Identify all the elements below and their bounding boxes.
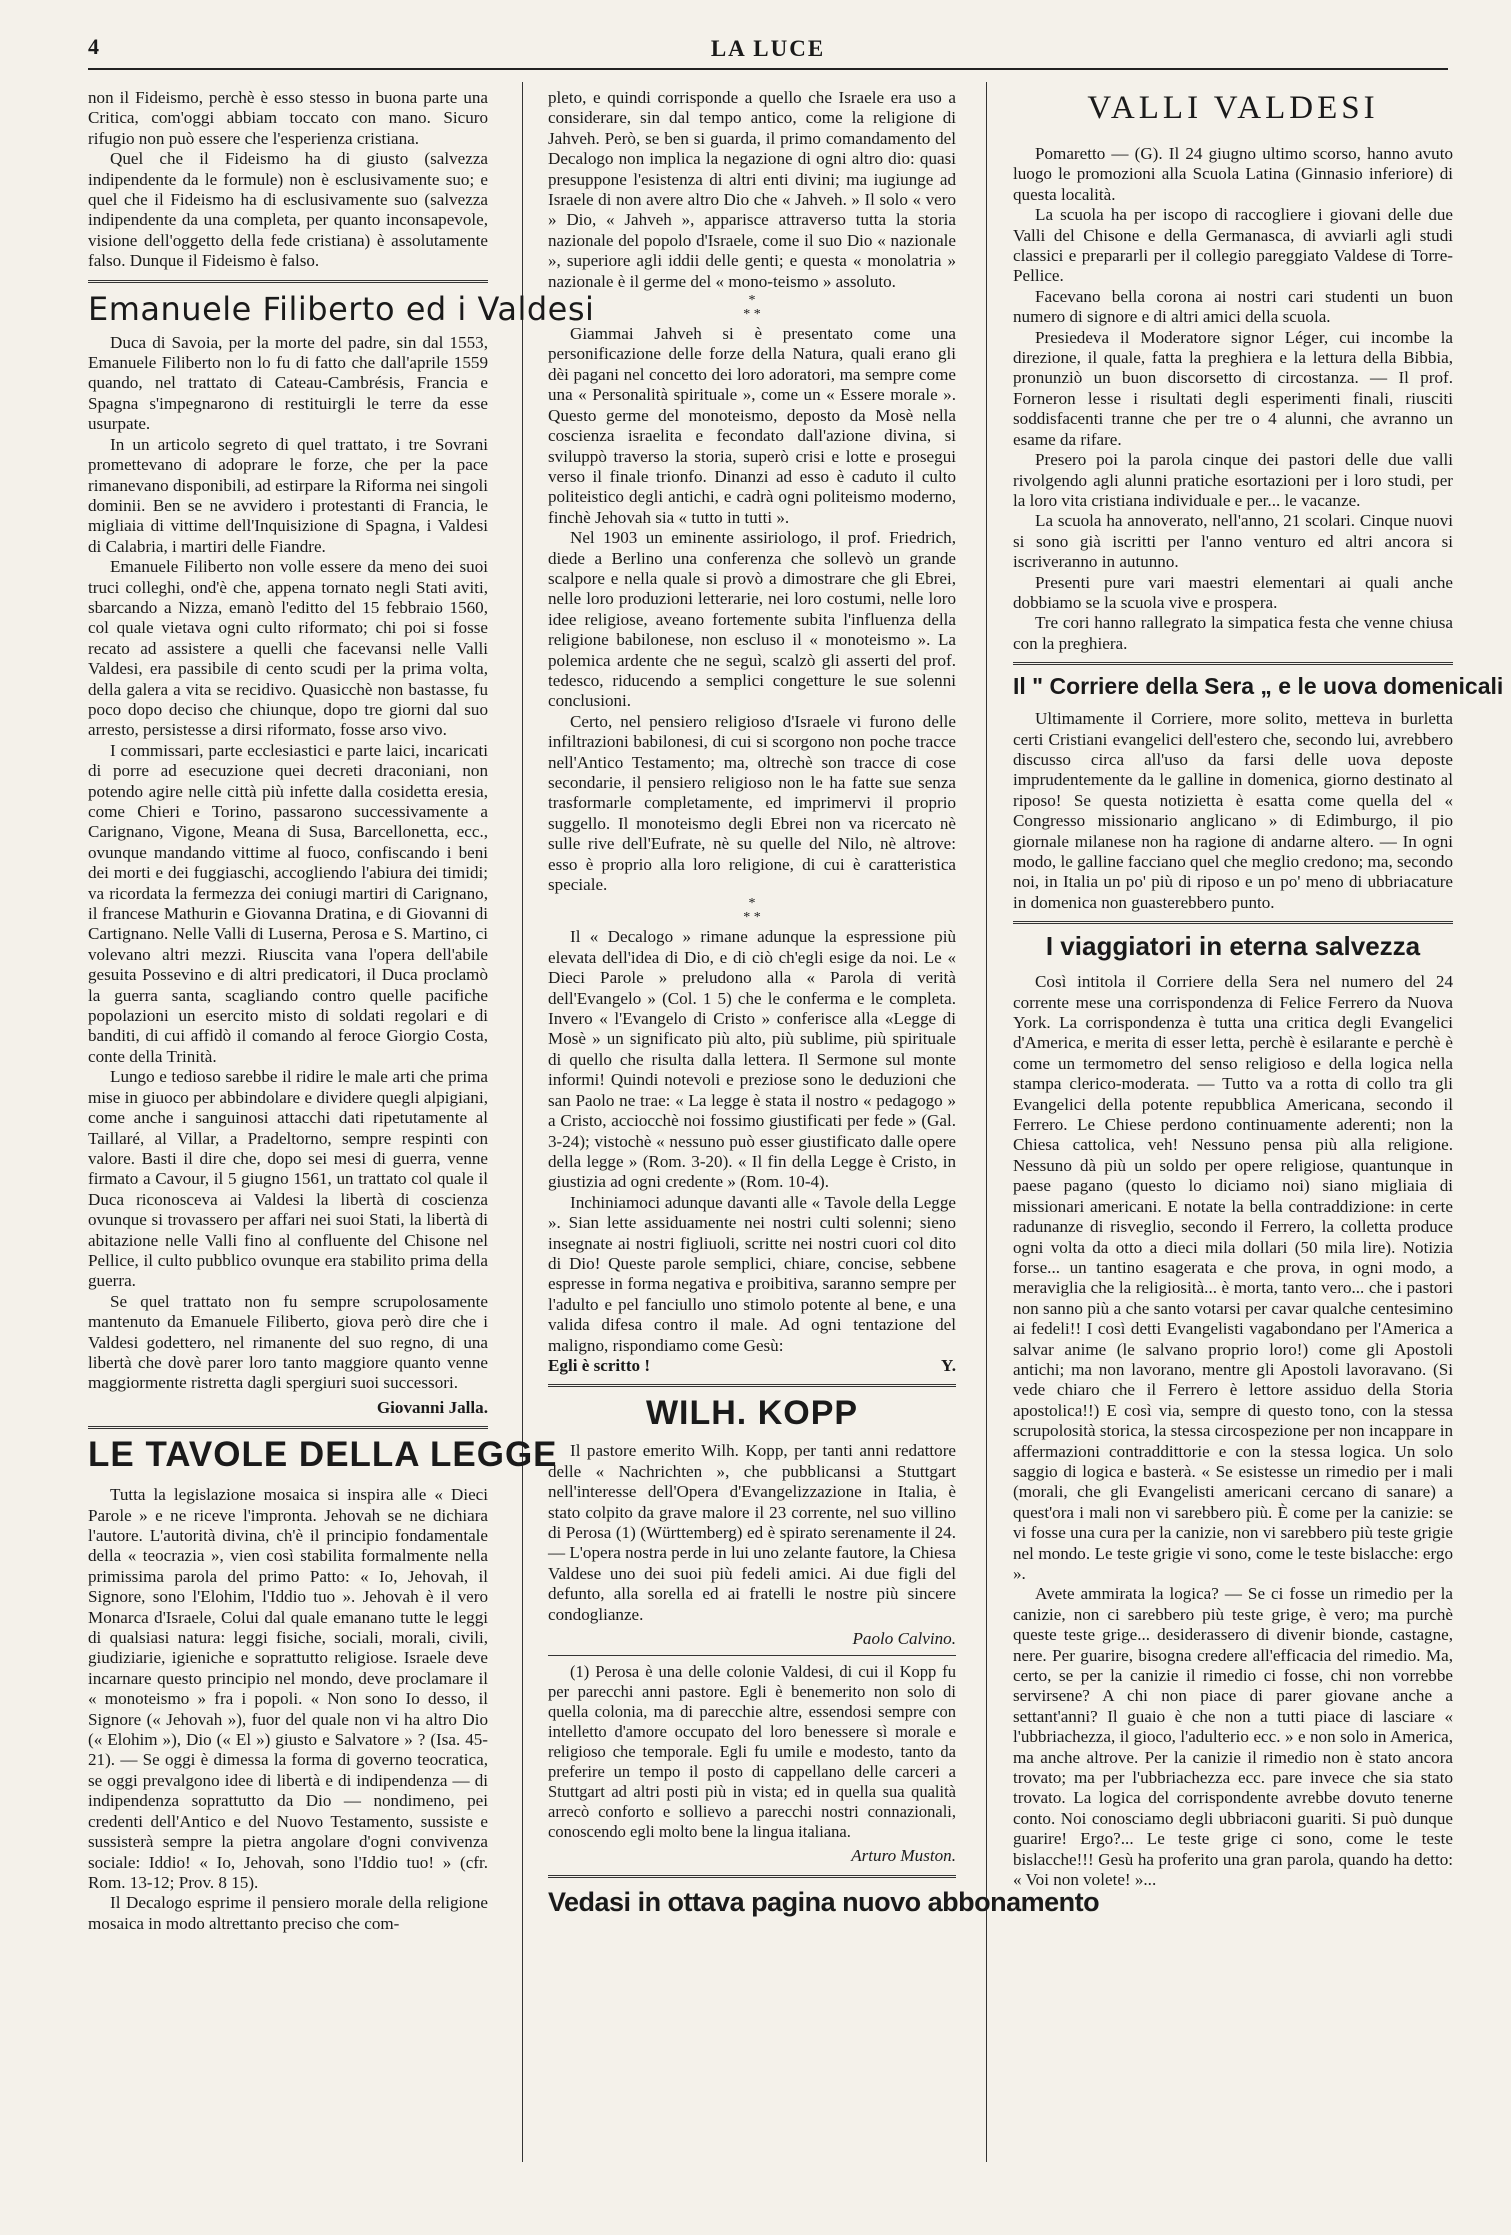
kopp-article <box>548 1441 956 1866</box>
article-divider <box>88 1426 488 1429</box>
article-divider <box>548 1875 956 1878</box>
footnote: (1) Perosa è una delle colonie Valdesi, di cui il Kopp fu per parecchi anni pastore. Egli è benemerito non solo di quella colonia, ma di parecchie altre, essendosi sempre con intelletto d'amore occupato del loro benessere sì morale e religioso che temporale. Egli fu umile e modesto, tanto da preferire un tempo il posto di cappellano delle carceri a Stuttgart ad altri posti più in vista; ed in quella sua qualità arrecò conforto e sollievo a parecchi nostri connazionali, conoscendo egli molto bene la lingua italiana. <box>548 1662 956 1842</box>
column-1 <box>88 88 595 1934</box>
article-divider <box>1013 921 1453 924</box>
paragraph: La scuola ha annoverato, nell'anno, 21 scolari. Cinque nuovi si sono già iscritti per l'anno venturo ed altri ancora si iscriveranno in autunno. <box>1013 511 1453 572</box>
paragraph: Presero poi la parola cinque dei pastori delle due valli rivolgendo agli alunni pratiche esortazioni per i loro studi, per la loro vita cristiana individuale e per... le vacanze. <box>1013 450 1453 510</box>
closing-line <box>548 1356 956 1376</box>
headline-corriere-uova: Il " Corriere della Sera „ e le uova domenicali <box>1013 673 1504 700</box>
section-separator: * * * <box>743 896 761 926</box>
headline-emanuele-filiberto: Emanuele Filiberto ed i Valdesi <box>88 289 595 328</box>
headline-kopp: WILH. KOPP <box>645 1394 859 1433</box>
paragraph: Pomaretto — (G). Il 24 giugno ultimo scorso, hanno avuto luogo le promozioni alla Scuola Latina (Ginnasio inferiore) di questa località. <box>1013 144 1453 204</box>
footnote-rule <box>548 1655 956 1656</box>
author-signature: Giovanni Jalla. <box>376 1397 488 1417</box>
paragraph: non il Fideismo, perchè è esso stesso in buona parte una Critica, com'oggi abbiam toccato con mano. Sicuro rifugio non può essere che l'esperienza cristiana. <box>88 88 488 148</box>
paragraph: pleto, e quindi corrisponde a quello che Israele era uso a considerare, sin dal tempo antico, come la religione di Jahveh. Però, se ben si guarda, il primo comandamento del Decalogo non implica la negazione di ogni altro dio: quasi presuppone l'esistenza di altri enti divini; ma iugiunge ad Israele di non avere altro Dio che « Jahveh. » Il solo « vero » Dio, « Jahveh », apparisce attraverso tutta la storia nazionale del popolo d'Israele, come il suo Dio « nazionale », superiore agli iddii delle genti; e questa « monolatria » nazionale è il germe del « mono-teismo » assoluto. <box>548 88 956 291</box>
tavole-article <box>88 1485 488 1934</box>
article-divider <box>548 1384 956 1387</box>
paragraph: Il pastore emerito Wilh. Kopp, per tanti anni redattore delle « Nachrichten », che pubblicansi a Stuttgart nell'interesse dell'Opera d'Evangelizzazione in Italia, è stato colpito da grave malore il 23 corrente, nel suo villino di Perosa (1) (Württemberg) ed è spirato serenamente il 24. — L'opera nostra perde in lui uno zelante fautore, la Chiesa Valdese uno dei suoi più fedeli amici. Ai due figli del defunto, alla sorella ed ai fratelli le nostre più sincere condoglianze. <box>548 1441 956 1624</box>
paragraph: Il « Decalogo » rimane adunque la espressione più elevata dell'idea di Dio, e di ciò ch'egli esige da noi. Le « Dieci Parole » preludono alla « Parola di verità dell'Evangelo » (Col. 1 5) che le conferma e le completa. Invero « l'Evangelo di Cristo » conferisce alla «Legge di Mosè » un significato più alto, più sublime, più spirituale di quello che risulta dalla lettera. Il Sermone sul monte informi! Quindi notevoli e preziose sono le deduzioni che san Paolo ne trae: « La legge è stata il nostro « pedagogo » a Cristo, acciocchè noi fossimo giustificati per fede » (Gal. 3-24); vistochè « nessuno può esser giustificato dalle opere della legge » (Rom. 3-20). « Il fin della Legge è Cristo, in giustizia ad ogni credente » (Rom. 10-4). <box>548 927 956 1192</box>
paragraph: I commissari, parte ecclesiastici e parte laici, incaricati di porre ad esecuzione quei decreti draconiani, non potendo agire nelle città più infette dalla cosidetta eresia, come Chieri e Torino, passarono successivamente a Carignano, Vigone, Meana di Susa, Barcellonetta, ecc., ovunque mandando vittime al fuoco, confiscando i beni dei morti e dei fuggiaschi, accogliendo l'abiura dei timidi; va ricordata la fermezza dei coniugi martiri di Carignano, il francese Mathurin e Giovanna Dratina, e di Giovanni di Cartignano. Nelle Valli di Luserna, Perosa e S. Martino, ci volevano altri mezzi. Riuscita vana l'opera dell'abile gesuita Possevino e di altri predicatori, il Duca proclamò la guerra santa, scagliando contro quelle pacifiche popolazioni un esercito misto di soldati regolari e di banditi, di cui affidò il comando al feroce Giorgio Costa, conte della Trinità. <box>88 740 488 1066</box>
column-divider-1 <box>522 82 523 2162</box>
fideismo-article <box>88 88 488 272</box>
paragraph: Quel che il Fideismo ha di giusto (salvezza indipendente da le formule) non è esclusivamente suo; e quel che il Fideismo ha di esclusivamente suo (salvezza indipendente da una completa, per quanto inconsapevole, visione dell'oggetto della fede cristiana) è assolutamente falso. Dunque il Fideismo è falso. <box>88 149 488 271</box>
paragraph: Se quel trattato non fu sempre scrupolosamente mantenuto da Emanuele Filiberto, giova però dire che i Valdesi godettero, nel rimanente del suo regno, di una libertà che dovè parer loro tanto maggiore quanto venne maggiormente ristretta dagli spergiuri suoi successori. <box>88 1291 488 1393</box>
valli-article <box>1013 144 1453 654</box>
header-rule <box>88 68 1448 70</box>
column-2 <box>548 88 1100 1920</box>
paragraph: Giammai Jahveh si è presentato come una personificazione delle forze della Natura, quali erano gli dèi pagani nel concetto dei loro adoratori, ma sempre come una « Personalità spirituale », come un « Essere morale ». Questo germe del monoteismo, deposto da Mosè nella coscienza israelita e fecondato dall'azione divina, si sviluppò traverso la storia, superò crisi e lotte e prosegui verso il finale trionfo. Dinanzi ad esso è caduto il culto politeistico degli antichi, e cadrà ogni politeismo moderno, finchè Jehovah sia « tutto in tutti ». <box>548 324 956 527</box>
paragraph: Nel 1903 un eminente assiriologo, il prof. Friedrich, diede a Berlino una conferenza che sollevò un grande scalpore e nella quale si provò a dimostrare che gli Ebrei, nelle loro produzioni letterarie, nei loro costumi, nelle loro idee religiose, aveano fortemente subita l'influenza della religione babilonese, non escluso il « monoteismo ». La polemica ardente che ne seguì, scalzò gli asserti del prof. tedesco, riducendo a semplici congetture le sue solenni conclusioni. <box>548 528 956 711</box>
paragraph: Il Decalogo esprime il pensiero morale della religione mosaica in modo altrettanto preciso che com- <box>88 1893 488 1933</box>
column-divider-2 <box>986 82 987 2162</box>
paragraph: Presenti pure vari maestri elementari ai quali anche dobbiamo se la scuola vive e prospera. <box>1013 572 1453 612</box>
closing-quote: Egli è scritto ! <box>548 1355 651 1375</box>
corriere-article <box>1013 709 1453 913</box>
paragraph: Duca di Savoia, per la morte del padre, sin dal 1553, Emanuele Filiberto non lo fu di fatto che dall'aprile 1559 quando, nel trattato di Cateau-Cambrésis, Francia e Spagna s'impegnarono di restituirgli le terre da esse usurpate. <box>88 332 488 434</box>
paragraph: In un articolo segreto di quel trattato, i tre Sovrani promettevano di adoprare le forze, che per la pace rimanevano disponibili, ad estirpare la Riforma nei singoli dominii. Ben se ne avvidero i protestanti di Francia, le migliaia di vittime dell'Inquisizione di Spagna, i Valdesi di Calabria, i martiri delle Fiandre. <box>88 434 488 556</box>
paragraph: La scuola ha per iscopo di raccogliere i giovani delle due Valli del Chisone e della Germanasca, di avviarli agli studi classici e prepararli per il collegio pareggiato Valdese di Torre-Pellice. <box>1013 205 1453 286</box>
article-divider <box>88 280 488 283</box>
paragraph: Presiedeva il Moderatore signor Léger, cui incombe la direzione, il quale, fatta la preghiera e la lettura della Bibbia, pronunziò un buon discorsetto di circostanza. — Il prof. Forneron lesse i risultati degli esperimenti finali, riusciti soddisfacenti tranne che per tre o 4 alunni, che avranno un esame da rifare. <box>1013 327 1453 449</box>
subscription-notice: Vedasi in ottava pagina nuovo abbonamento <box>548 1886 1100 1917</box>
paragraph: Certo, nel pensiero religioso d'Israele vi furono delle infiltrazioni babilonesi, di cui si scorgono non poche tracce nell'Antico Testamento; ma, oltrechè son tracce di cose secondarie, il pensiero religioso non le ha fatte sue senza trasformarle completamente, ed imprimervi il proprio suggello. Il monoteismo degli Ebrei non va ricercato nè sulle rive dell'Eufrate, nè su quelle del Nilo, nè altrove: esso è proprio alla loro religione, di cui è caratteristica speciale. <box>548 711 956 895</box>
headline-valli-valdesi: VALLI VALDESI <box>1087 90 1379 126</box>
headline-tavole-legge: LE TAVOLE DELLA LEGGE <box>88 1435 558 1475</box>
paragraph: Facevano bella corona ai nostri cari studenti un buon numero di signore e di altri amici della scuola. <box>1013 286 1453 327</box>
article-divider <box>1013 662 1453 665</box>
paragraph: Inchiniamoci adunque davanti alle « Tavole della Legge ». Sian lette assiduamente nei nostri culti solenni; sieno insegnate ai nostri figliuoli, scritte nei nostri cuori col dito di Dio! Queste parole semplici, chiare, concise, sebbene espresse in forma negativa e proibitiva, saranno sempre per l'adulto e pel fanciullo uno stimolo potente al bene, e una valida difesa contro il male. Ad ogni tentazione del maligno, rispondiamo come Gesù: <box>548 1192 956 1355</box>
viaggiatori-article <box>1013 972 1453 1890</box>
paragraph: Così intitola il Corriere della Sera nel numero del 24 corrente mese una corrispondenza di Felice Ferrero da Nuova York. La corrispondenza è tutta una critica degli Evangelici d'America, e merita di esser letta, perchè è esilarante e perchè è come un termometro del senso religioso e della logica nella stampa clerico-moderata. — Tutto va a rotta di collo tra gli Evangelici della potente repubblica Americana, secondo il Ferrero. Le Chiese perdono continuamente aderenti; non la Chiesa cattolica, veh! Nessuno pensa più alla religione. Nessuno dà più un soldo per opere religiose, quantunque in paese pagano (questo lo diciamo noi) siano migliaia di missionari americani. E notate la bella contraddizione: in certe radunanze di risveglio, secondo il Ferrero, la colletta produce ogni volta da otto a dieci mila dollari (50 mila lire). Notizia forse... un tantino esagerata e che prova, in ogni modo, a meraviglia che la religiosità... è morta, tanto vero... che i pastori non sanno più a che santo votarsi per cavar qualche centesimino ai fedeli!! I così detti Evangelisti vagabondano per l'America a salvar anime (le salvano proprio loro!) come gli Apostoli antichi; ma non lavorano, mentre gli Apostoli lavoravano. (Si vede chiaro che il Ferrero è lettore assiduo della Storia apostolica!!) E così via, sempre di questo tono, con la stessa scrupolosità storica, la stessa circospezione per non incappare in affermazioni contraddittorie e con la stessa logica. Un solo saggio di logica e basterà. « Se esistesse un rimedio per i mali (morali, che gli Evangelisti americani cercano di sanare) a quest'ora i mali non vi sarebbero più. È come per la canizie: se vi fosse una cura per la canizie, non vi sarebbero più teste grigie nel mondo. Le teste grigie vi sono, come le teste bislacche: ergo ». <box>1013 972 1454 1583</box>
paragraph: Emanuele Filiberto non volle essere da meno dei suoi truci colleghi, ond'è che, appena tornato negli Stati aviti, sbarcando a Nizza, emanò l'editto del 15 febbraio 1560, col quale vietava ogni culto riformato; chi poi si fosse recato ad assistere a quelli che facevansi nelle Valli Valdesi, era passibile di cento scudi per la prima volta, della galera a vita se recidivo. Quasicchè non bastasse, fu poco dopo deciso che chiunque, dopo tre giorni dal suo arresto, persistesse a dirsi riformato, fosse arso vivo. <box>88 557 488 740</box>
author-signature: Y. <box>940 1355 956 1375</box>
page-number: 4 <box>88 34 99 59</box>
section-separator: * * * <box>743 293 761 323</box>
footnote-signature: Arturo Muston. <box>851 1846 956 1866</box>
headline-viaggiatori: I viaggiatori in eterna salvezza <box>1045 931 1421 962</box>
paragraph: Tutta la legislazione mosaica si inspira alle « Dieci Parole » e ne riceve l'impronta. Jehovah se ne dichiara l'autore. L'autorità divina, ch'è il principio fondamentale della « teocrazia », vien così stabilita formalmente nella primissima parola del primo Patto: « Io, Jehovah, il Signore, sono l'Elohim, l'Iddio tuo ». Jehovah è il vero Monarca d'Israele, Colui dal quale emanano tutte le leggi di qualsiasi natura: leggi fisiche, sociali, morali, civili, giudiziarie, igieniche e soprattutto religiose. Israele deve incarnare questo principio nel mondo, deve proclamare il « monoteismo » fra i popoli. « Non sono Io desso, il Signore (« Jehovah »), fuor del quale non vi ha altro Dio (« Elohim »), Dio (« El ») giusto e Salvatore » ? (Isa. 45-21). — Se oggi è dimessa la forma di governo teocratica, se oggi prevalgono idee di libertà e di indipendenza — di indipendenza soprattutto da Dio — nondimeno, pei credenti dell'Antico e del Nuovo Testamento, sussiste e sussisterà sempre la pietra angolare d'ogni convivenza sociale: Iddio! « Io, Jehovah, sono l'Iddio tuo! » (cfr. Rom. 13-12; Prov. 8 15). <box>88 1485 488 1892</box>
paragraph: Avete ammirata la logica? — Se ci fosse un rimedio per la canizie, non ci sarebbero più teste grige, è vero; ma purchè queste teste grige... desiderassero di divenir bionde, castagne, nere. Per guarire, bisogna credere all'efficacia del rimedio. Ma, certo, se per la canizie il rimedio ci fosse, chi non vorrebbe servirsene? A chi non piace di parer giovane anche a settant'anni? Il guaio è che non a tutti piace di lasciare « l'ubbriachezza, il gioco, l'adulterio ecc. » e non solo in America, ma anche altrove. Per la canizie il rimedio non è stato ancora trovato; ma per l'ubbriachezza ecc. pare invece che sia stato trovato. La logica del corrispondente avrebbe dovuto tenerne conto. Noi conosciamo degli ubbriaconi guariti. Si può dunque guarire! Ergo?... Le teste grige ci sono, come le teste bislacche!!! Gesù ha proferito una gran parola, quando ha detto: « Voi non volete! »... <box>1013 1584 1453 1890</box>
column-3 <box>1013 88 1504 1891</box>
author-signature: Paolo Calvino. <box>852 1629 956 1649</box>
paragraph: Tre cori hanno rallegrato la simpatica festa che venne chiusa con la preghiera. <box>1013 613 1453 653</box>
emanuele-article <box>88 333 488 1419</box>
paragraph: Lungo e tedioso sarebbe il ridire le male arti che prima mise in giuoco per abbindolare e dividere quegli alpigiani, come anche i sanguinosi attacchi dati ripetutamente al Taillaré, al Villar, a Pradeltorno, sempre respinti con valore. Basti il dire che, dopo sei mesi di guerra, venne firmato a Cavour, il 5 giugno 1561, un trattato col quale il Duca riconosceva ai Valdesi la libertà di coscienza ovunque si trovassero per affari nei suoi Stati, la libertà di abitazione nelle Valli fino al confluente del Chisone nel Pellice, il culto pubblico ovunque era stabilito prima della guerra. <box>88 1067 488 1291</box>
tavole-article-continued <box>548 88 956 1376</box>
paragraph: Ultimamente il Corriere, more solito, metteva in burletta certi Cristiani evangelici dell'estero che, secondo lui, avrebbero discusso circa all'uso da farsi delle uova deposte imprudentemente da le galline in domenica, giorno destinato al riposo! Se questa notizietta è esatta come quella del « Congresso missionario anglicano » di Edimburgo, il pio giornale milanese non ha ragione di andarne altero. — In ogni modo, le galline facciano quel che meglio credono; ma, secondo noi, in Italia un po' più di riposo e un po' meno di ubbriacature in domenica non guasterebbero punto. <box>1013 709 1454 912</box>
running-title: LA LUCE <box>710 36 826 61</box>
